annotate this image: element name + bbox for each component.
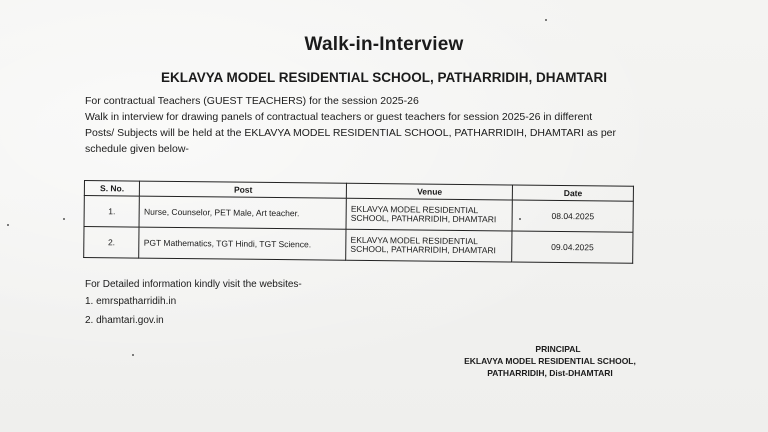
website-link-1: 1. emrspatharridih.in	[85, 296, 177, 307]
intro-line-1: For contractual Teachers (GUEST TEACHERS) for the session 2025-26	[85, 95, 419, 107]
scan-speck	[132, 354, 134, 356]
header-venue: Venue	[346, 183, 512, 200]
schedule-table	[83, 180, 634, 264]
row-post: PGT Mathematics, TGT Hindi, TGT Science.	[139, 227, 346, 260]
table-row	[84, 227, 633, 264]
website-link-2: 2. dhamtari.gov.in	[85, 315, 164, 326]
row-post: Nurse, Counselor, PET Male, Art teacher.	[139, 196, 346, 229]
page-title: Walk-in-Interview	[304, 34, 464, 55]
signatory-designation: PRINCIPAL	[535, 344, 581, 354]
header-sno: S. No.	[84, 181, 140, 197]
scan-speck	[7, 224, 9, 226]
header-post: Post	[140, 181, 347, 198]
scan-speck	[545, 19, 547, 21]
row-venue: EKLAVYA MODEL RESIDENTIAL SCHOOL, PATHARRIDIH, DHAMTARI	[346, 229, 512, 262]
intro-line-2: Walk in interview for drawing panels of contractual teachers or guest teachers for session 2025-26 in different	[85, 111, 593, 123]
row-sno: 2.	[84, 227, 140, 259]
signatory-line-2: PATHARRIDIH, Dist-DHAMTARI	[487, 368, 613, 378]
row-date: 08.04.2025	[512, 200, 633, 232]
row-sno: 1.	[84, 196, 140, 228]
signatory-line-1: EKLAVYA MODEL RESIDENTIAL SCHOOL,	[464, 356, 636, 366]
intro-line-3: Posts/ Subjects will be held at the EKLAVYA MODEL RESIDENTIAL SCHOOL, PATHARRIDIH, DHAMTARI as per	[85, 127, 616, 139]
school-name-heading: EKLAVYA MODEL RESIDENTIAL SCHOOL, PATHARRIDIH, DHAMTARI	[160, 70, 607, 85]
row-venue: EKLAVYA MODEL RESIDENTIAL SCHOOL, PATHARRIDIH, DHAMTARI	[346, 198, 512, 231]
scan-speck	[63, 218, 65, 220]
scan-speck	[519, 218, 521, 220]
intro-line-4: schedule given below-	[85, 143, 189, 155]
row-date: 09.04.2025	[512, 231, 633, 263]
header-date: Date	[513, 185, 634, 201]
details-heading: For Detailed information kindly visit the websites-	[85, 279, 302, 290]
